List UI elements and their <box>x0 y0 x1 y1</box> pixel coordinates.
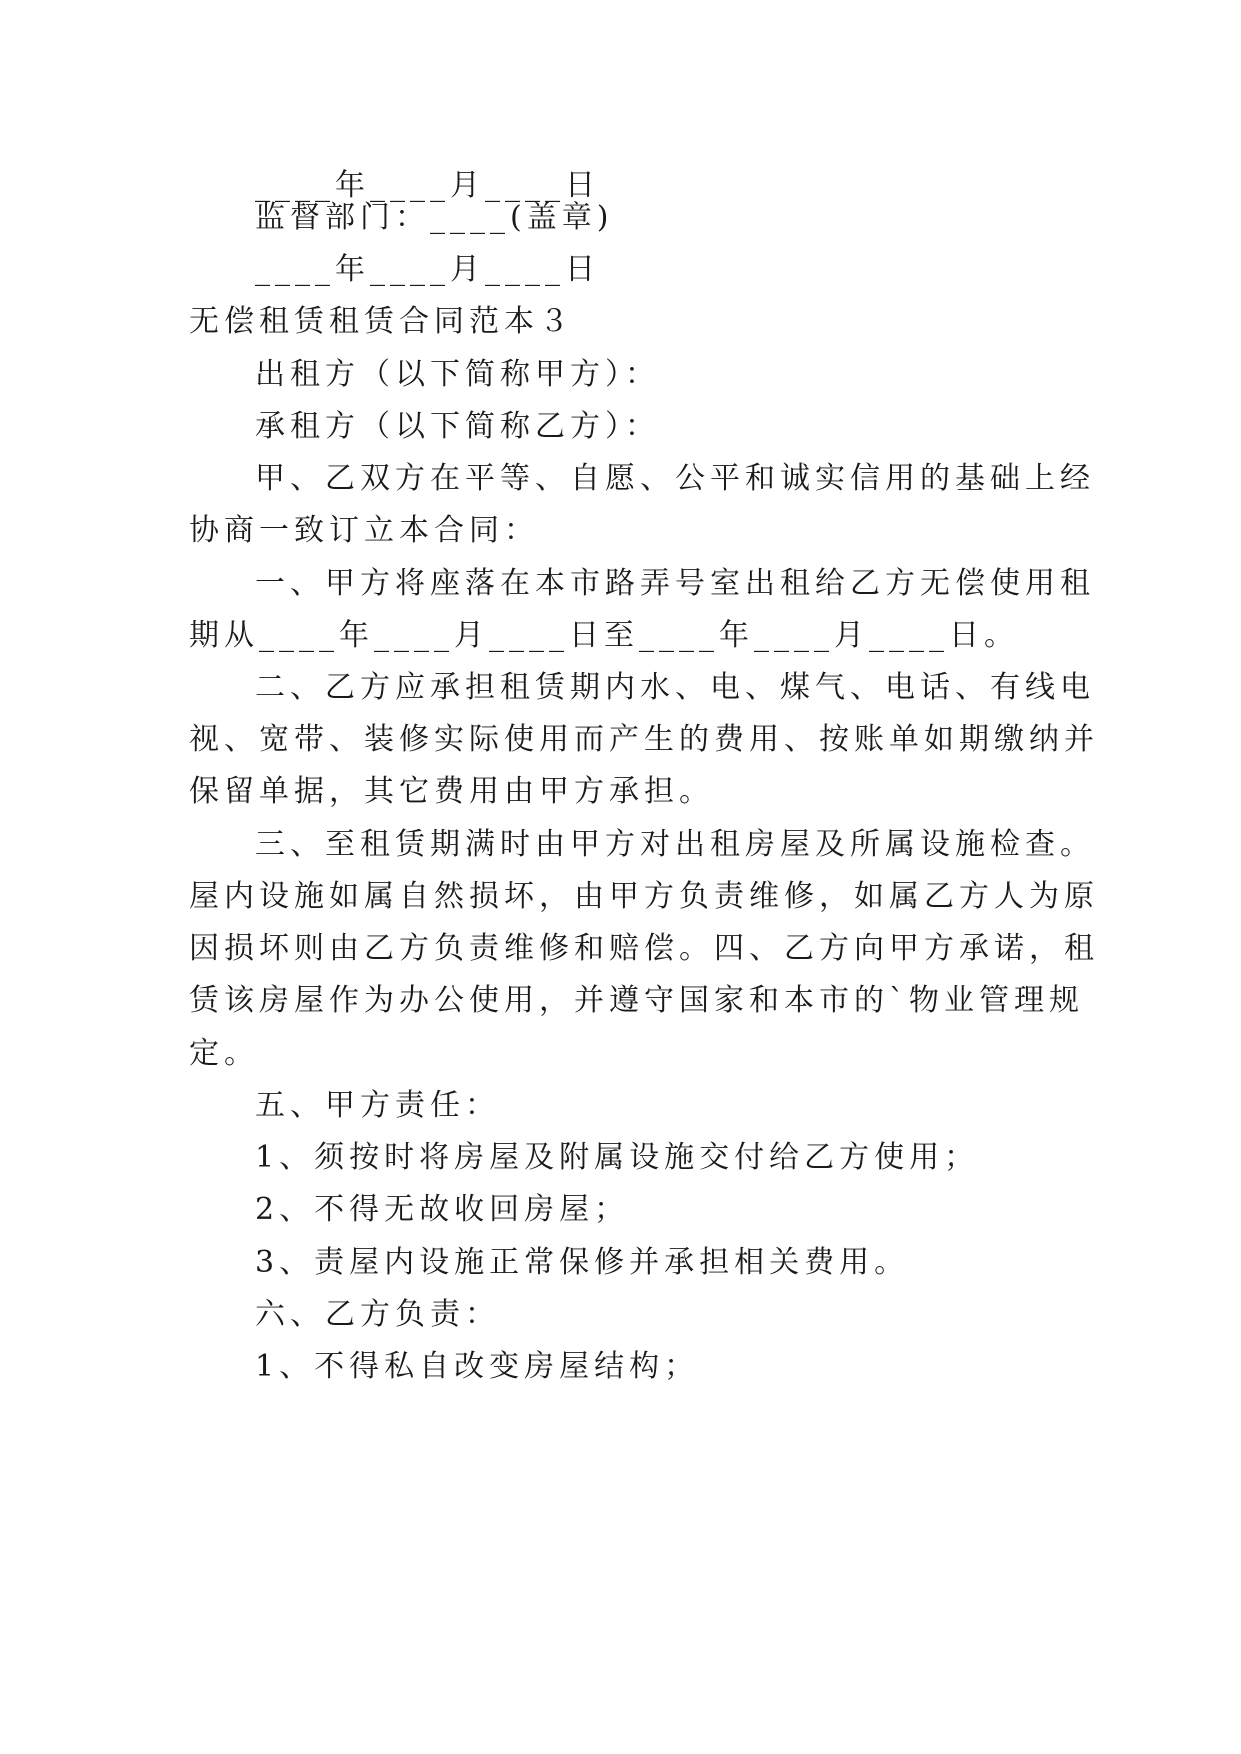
date-line: ____年____月____日 <box>255 168 600 203</box>
date-line: ____年____月____日 <box>255 252 600 287</box>
list-item: 1、不得私自改变房屋结构； <box>255 1349 700 1384</box>
section-heading: 五、甲方责任： <box>255 1088 500 1123</box>
clause-line: 期从____年____月____日至____年____月____日。 <box>189 618 1019 653</box>
lessee-line: 承租方（以下简称乙方）： <box>255 409 660 444</box>
clause-line: 一、甲方将座落在本市路弄号室出租给乙方无偿使用租 <box>255 566 1095 601</box>
supervisor-seal-line: 监督部门：____(盖章) <box>255 200 614 235</box>
clause-line: 因损坏则由乙方负责维修和赔偿。四、乙方向甲方承诺，租 <box>189 931 1099 966</box>
clause-line: 保留单据，其它费用由甲方承担。 <box>189 774 714 809</box>
paragraph-line: 甲、乙双方在平等、自愿、公平和诚实信用的基础上经 <box>255 461 1095 496</box>
lessor-line: 出租方（以下简称甲方）： <box>255 357 660 392</box>
clause-line: 屋内设施如属自然损坏，由甲方负责维修，如属乙方人为原 <box>189 879 1099 914</box>
contract-title: 无偿租赁租赁合同范本３ <box>189 304 574 339</box>
clause-line: 三、至租赁期满时由甲方对出租房屋及所属设施检查。 <box>255 827 1095 862</box>
list-item: 2、不得无故收回房屋； <box>255 1192 630 1227</box>
clause-line: 视、宽带、装修实际使用而产生的费用、按账单如期缴纳并 <box>189 722 1099 757</box>
clause-line: 定。 <box>189 1036 259 1071</box>
section-heading: 六、乙方负责： <box>255 1297 500 1332</box>
clause-line: 赁该房屋作为办公使用，并遵守国家和本市的`物业管理规 <box>189 983 1084 1018</box>
clause-line: 二、乙方应承担租赁期内水、电、煤气、电话、有线电 <box>255 670 1095 705</box>
list-item: 1、须按时将房屋及附属设施交付给乙方使用； <box>255 1140 980 1175</box>
paragraph-line: 协商一致订立本合同： <box>189 513 539 548</box>
list-item: 3、责屋内设施正常保修并承担相关费用。 <box>255 1245 910 1280</box>
